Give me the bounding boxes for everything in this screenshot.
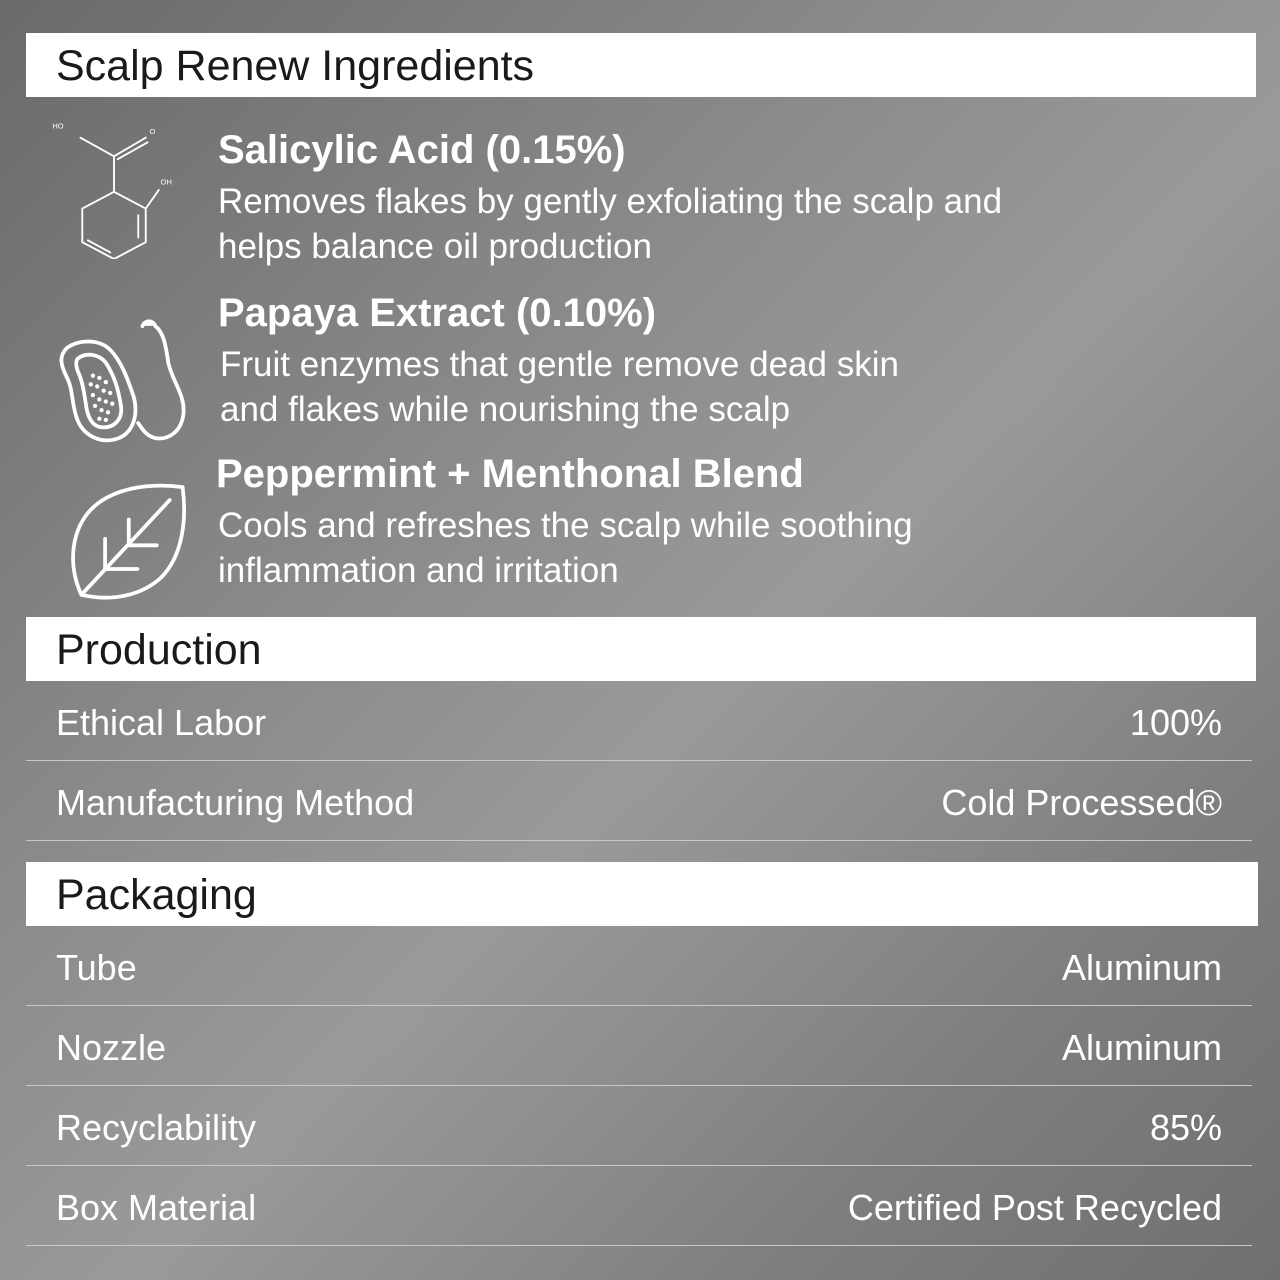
ingredient-description-line: helps balance oil production <box>218 227 652 266</box>
spec-label: Tube <box>56 947 137 988</box>
ingredient-description-line: inflammation and irritation <box>218 551 619 590</box>
spec-row-nozzle <box>26 1006 1252 1086</box>
spec-value: 100% <box>1129 702 1222 743</box>
spec-value: Certified Post Recycled <box>847 1187 1222 1228</box>
spec-row-tube <box>26 926 1252 1006</box>
spec-row-manufacturing-method <box>26 761 1252 841</box>
spec-value: Cold Processed® <box>941 782 1222 823</box>
ingredient-description <box>218 503 913 593</box>
spec-value: 85% <box>1149 1107 1222 1148</box>
ingredient-description <box>220 342 899 432</box>
ingredient-description-line: Cools and refreshes the scalp while soothing <box>218 506 913 545</box>
ingredient-title: Peppermint + Menthonal Blend <box>216 452 804 496</box>
leaf-icon <box>62 471 202 611</box>
ingredient-description-line: and flakes while nourishing the scalp <box>220 390 791 429</box>
production-title: Production <box>56 626 262 674</box>
salicylic-molecule-icon <box>44 119 184 259</box>
ingredients-title: Scalp Renew Ingredients <box>56 42 535 90</box>
spec-row-box-material <box>26 1166 1252 1246</box>
packaging-header <box>26 862 1258 926</box>
spec-row-recyclability <box>26 1086 1252 1166</box>
spec-value: Aluminum <box>1061 1027 1222 1068</box>
ingredient-description-line: Fruit enzymes that gentle remove dead skin <box>220 345 899 384</box>
spec-label: Ethical Labor <box>56 702 267 743</box>
ingredient-description-line: Removes flakes by gently exfoliating the scalp and <box>218 182 1003 221</box>
molecule-label-ho: HO <box>52 121 64 131</box>
spec-row-ethical-labor <box>26 681 1252 761</box>
ingredient-title: Salicylic Acid (0.15%) <box>218 128 626 172</box>
spec-label: Manufacturing Method <box>56 782 415 823</box>
ingredients-header <box>26 33 1256 97</box>
papaya-icon <box>52 310 192 450</box>
molecule-label-oh: OH <box>160 177 172 187</box>
spec-value: Aluminum <box>1061 947 1222 988</box>
spec-label: Recyclability <box>56 1107 257 1148</box>
ingredient-title: Papaya Extract (0.10%) <box>218 291 657 335</box>
molecule-label-o: O <box>149 126 156 136</box>
ingredient-description <box>218 179 1002 269</box>
spec-label: Box Material <box>56 1187 257 1228</box>
packaging-title: Packaging <box>56 871 257 919</box>
production-header <box>26 617 1256 681</box>
spec-label: Nozzle <box>56 1027 167 1068</box>
